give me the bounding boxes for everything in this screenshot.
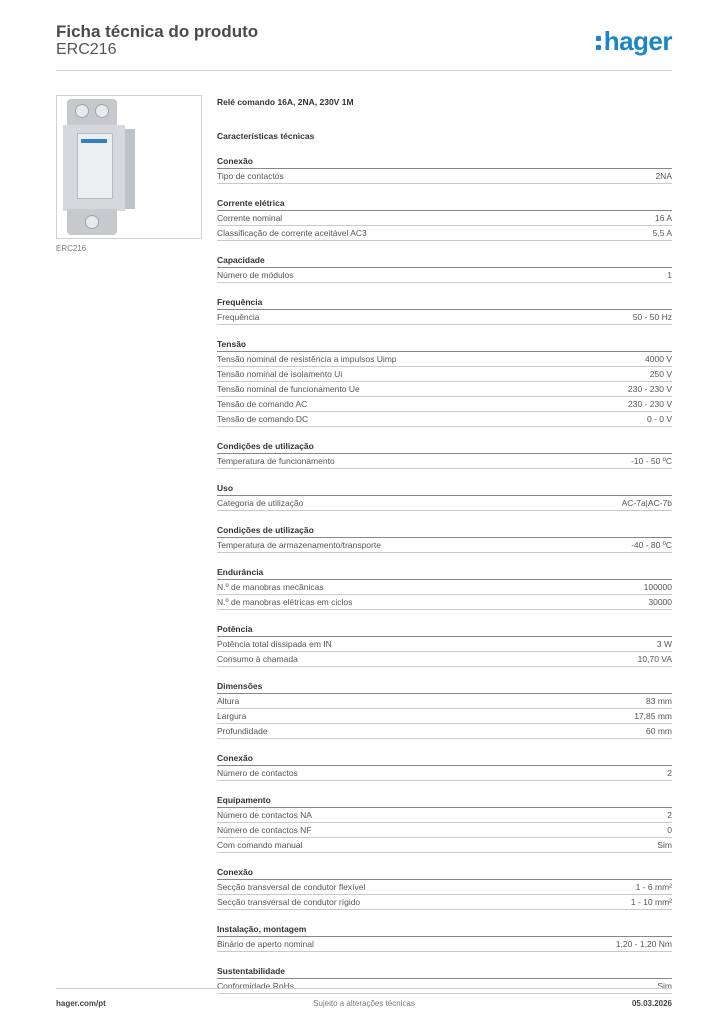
spec-label: Tensão nominal de resistência a impulsos Uimp (217, 354, 397, 364)
footer-date: 05.03.2026 (631, 999, 672, 1008)
spec-group-title: Capacidade (217, 253, 672, 268)
spec-label: Número de contactos (217, 768, 298, 778)
spec-group-title: Frequência (217, 295, 672, 310)
spec-label: Potência total dissipada em IN (217, 639, 332, 649)
spec-group-title: Dimensões (217, 679, 672, 694)
spec-group-title: Instalação, montagem (217, 922, 672, 937)
spec-value: Sim (657, 840, 672, 850)
spec-label: Largura (217, 711, 247, 721)
spec-label: Secção transversal de condutor flexível (217, 882, 366, 892)
spec-value: 17,85 mm (634, 711, 672, 721)
spec-label: Binário de aperto nominal (217, 939, 314, 949)
image-caption: ERC216 (56, 244, 87, 253)
spec-group-title: Uso (217, 481, 672, 496)
product-code: ERC216 (56, 41, 117, 58)
spec-label: Tensão nominal de funcionamento Ue (217, 384, 360, 394)
spec-value: 1 (667, 270, 672, 280)
spec-group-title: Sustentabilidade (217, 964, 672, 979)
section-title: Características técnicas (217, 131, 315, 141)
hager-logo (595, 26, 672, 57)
spec-value: 30000 (648, 597, 672, 607)
page-header (56, 20, 672, 71)
spec-label: Número de módulos (217, 270, 294, 280)
spec-group-title: Conexão (217, 154, 672, 169)
spec-value: 0 - 0 V (646, 414, 672, 424)
spec-value: 60 mm (646, 726, 672, 736)
spec-row (217, 766, 672, 781)
product-name: Relé comando 16A, 2NA, 230V 1M (217, 97, 354, 107)
spec-row (217, 367, 672, 382)
spec-row (217, 652, 672, 667)
spec-value: 250 V (649, 369, 672, 379)
spec-row (217, 454, 672, 469)
spec-value: 3 W (656, 639, 672, 649)
spec-groups (217, 154, 672, 994)
spec-value: 2NA (655, 171, 672, 181)
spec-row (217, 169, 672, 184)
spec-group-title: Tensão (217, 337, 672, 352)
spec-value: AC-7a|AC-7b (621, 498, 672, 508)
spec-label: Classificação de corrente aceitável AC3 (217, 228, 367, 238)
spec-row (217, 412, 672, 427)
spec-row (217, 268, 672, 283)
spec-value: Sim (657, 981, 672, 991)
spec-value: -10 - 50 ºC (631, 456, 672, 466)
spec-row (217, 595, 672, 610)
spec-group-title: Potência (217, 622, 672, 637)
spec-label: Corrente nominal (217, 213, 283, 223)
spec-value: 230 - 230 V (628, 384, 672, 394)
spec-row (217, 709, 672, 724)
spec-label: N.º de manobras elétricas em ciclos (217, 597, 353, 607)
spec-label: Temperatura de armazenamento/transporte (217, 540, 381, 550)
spec-value: 1 - 10 mm² (630, 897, 672, 907)
document-title: Ficha técnica do produto (56, 22, 259, 41)
spec-group-title: Endurância (217, 565, 672, 580)
spec-value: 100000 (643, 582, 672, 592)
spec-row (217, 823, 672, 838)
spec-label: Tipo de contactos (217, 171, 284, 181)
spec-row (217, 937, 672, 952)
spec-value: 2 (667, 810, 672, 820)
spec-group-title: Conexão (217, 865, 672, 880)
spec-label: Altura (217, 696, 240, 706)
logo-text: hager (603, 26, 672, 56)
spec-group-title: Equipamento (217, 793, 672, 808)
spec-label: Tensão nominal de isolamento Ui (217, 369, 343, 379)
spec-label: Número de contactos NF (217, 825, 312, 835)
spec-label: Profundidade (217, 726, 268, 736)
footer-note: Sujeito a alterações técnicas (313, 999, 415, 1008)
spec-row (217, 838, 672, 853)
spec-row (217, 880, 672, 895)
spec-label: Temperatura de funcionamento (217, 456, 335, 466)
spec-row (217, 226, 672, 241)
spec-value: 16 A (654, 213, 672, 223)
page-footer (56, 988, 672, 1013)
spec-value: 4000 V (645, 354, 672, 364)
spec-label: Tensão de comando DC (217, 414, 309, 424)
spec-row (217, 895, 672, 910)
spec-row (217, 352, 672, 367)
spec-label: Secção transversal de condutor rígido (217, 897, 361, 907)
spec-row (217, 538, 672, 553)
spec-row (217, 397, 672, 412)
spec-value: 230 - 230 V (628, 399, 672, 409)
spec-row (217, 580, 672, 595)
spec-row (217, 382, 672, 397)
spec-label: N.º de manobras mecânicas (217, 582, 324, 592)
spec-label: Frequência (217, 312, 260, 322)
spec-label: Consumo à chamada (217, 654, 298, 664)
spec-value: 10,70 VA (637, 654, 672, 664)
spec-value: 1,20 - 1,20 Nm (615, 939, 672, 949)
spec-row (217, 211, 672, 226)
spec-label: Número de contactos NA (217, 810, 312, 820)
spec-row (217, 310, 672, 325)
spec-group-title: Conexão (217, 751, 672, 766)
product-image (56, 95, 202, 239)
spec-label: Conformidade RoHs (217, 981, 295, 991)
spec-label: Categoria de utilização (217, 498, 304, 508)
spec-value: 83 mm (646, 696, 672, 706)
spec-value: 5,5 A (652, 228, 672, 238)
spec-row (217, 496, 672, 511)
spec-value: -40 - 80 ºC (631, 540, 672, 550)
logo-dots-icon (595, 32, 603, 52)
spec-label: Tensão de comando AC (217, 399, 308, 409)
spec-row (217, 808, 672, 823)
spec-group-title: Corrente elétrica (217, 196, 672, 211)
spec-value: 2 (667, 768, 672, 778)
spec-row (217, 694, 672, 709)
spec-row (217, 637, 672, 652)
spec-value: 1 - 6 mm² (635, 882, 672, 892)
spec-value: 50 - 50 Hz (632, 312, 672, 322)
spec-group-title: Condições de utilização (217, 439, 672, 454)
spec-row (217, 724, 672, 739)
spec-label: Com comando manual (217, 840, 303, 850)
spec-value: 0 (667, 825, 672, 835)
relay-device-illustration (63, 99, 125, 235)
spec-group-title: Condições de utilização (217, 523, 672, 538)
spec-content (217, 96, 672, 994)
footer-website[interactable]: hager.com/pt (56, 999, 106, 1008)
